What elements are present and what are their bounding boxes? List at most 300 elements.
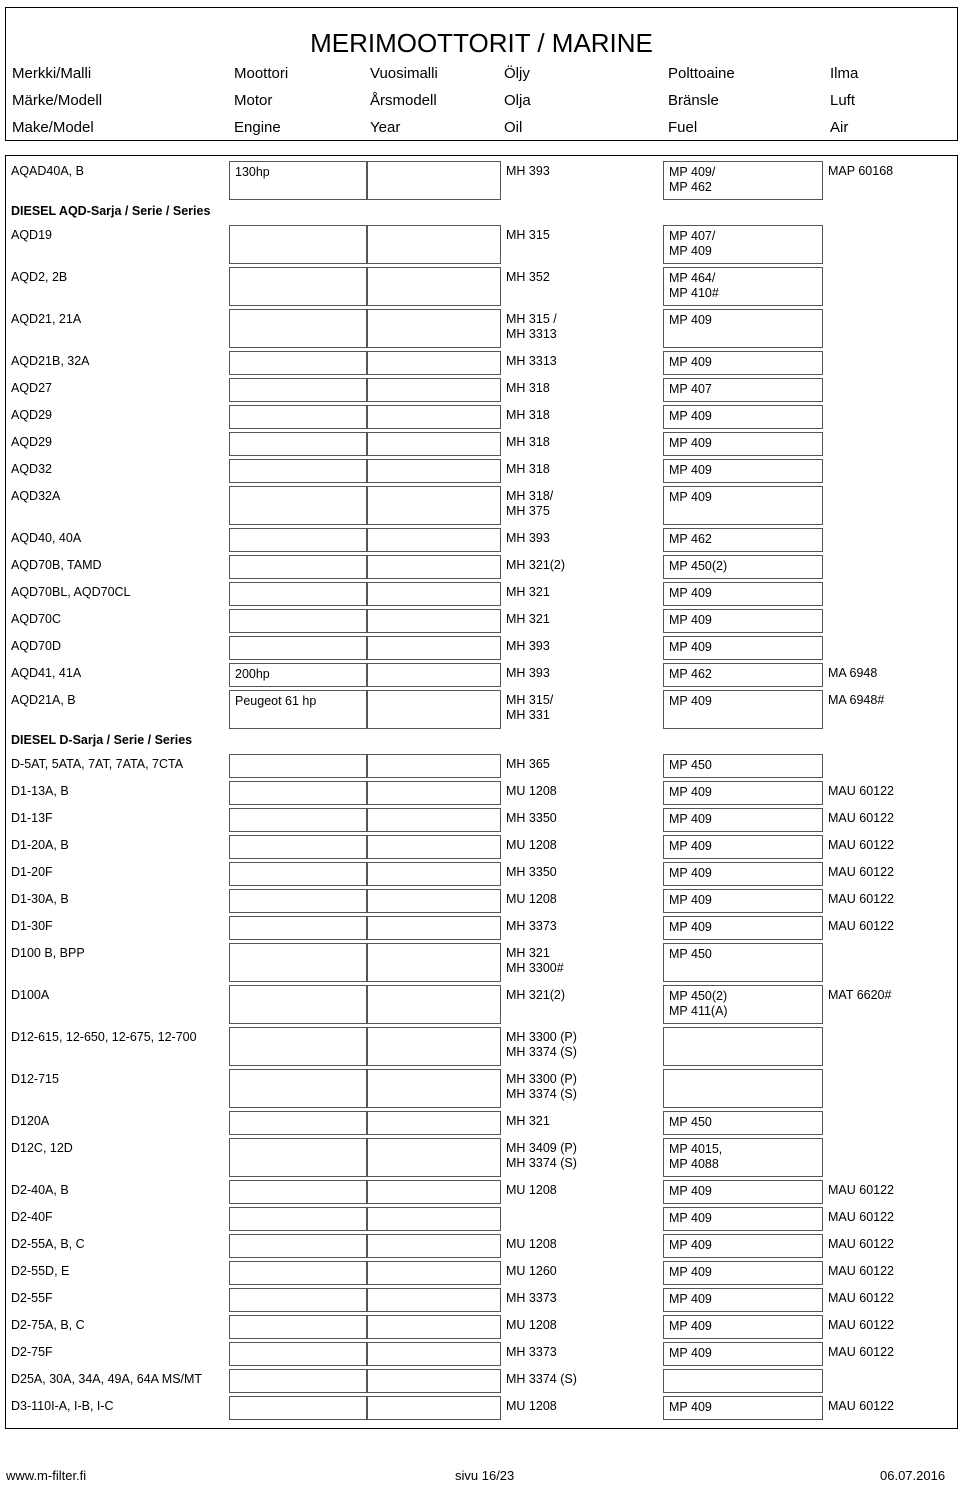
- cell-oil: [501, 808, 663, 832]
- fuel-line: MP 450(2): [669, 559, 728, 573]
- filter-table: [5, 155, 958, 1429]
- cell-air: [823, 1111, 957, 1135]
- cell-year: [367, 943, 501, 982]
- cell-oil: [501, 555, 663, 579]
- oil-line: MH 318: [506, 462, 550, 476]
- cell-air: [823, 267, 957, 306]
- cell-engine: [229, 555, 367, 579]
- header-cell: Bränsle: [668, 92, 719, 109]
- cell-fuel: [663, 351, 823, 375]
- cell-engine: [229, 432, 367, 456]
- table-header: [5, 7, 958, 141]
- fuel-line: MP 409: [669, 613, 712, 627]
- model-text: AQD29: [11, 408, 52, 422]
- cell-fuel: [663, 754, 823, 778]
- model-text: D1-30F: [11, 919, 53, 933]
- cell-fuel: [663, 690, 823, 729]
- fuel-line: MP 409: [669, 785, 712, 799]
- oil-line: MH 318: [506, 381, 550, 395]
- cell-year: [367, 781, 501, 805]
- model-text: AQD40, 40A: [11, 531, 82, 545]
- cell-year: [367, 690, 501, 729]
- model-text: D2-40A, B: [11, 1183, 69, 1197]
- header-cell: Polttoaine: [668, 65, 735, 82]
- cell-fuel: [663, 636, 823, 660]
- fuel-line: MP 409: [669, 839, 712, 853]
- oil-line: MH 321: [506, 946, 550, 960]
- cell-model: [6, 1396, 229, 1420]
- cell-air: [823, 985, 957, 1024]
- table-row: [6, 1369, 957, 1393]
- table-row: [6, 1315, 957, 1339]
- cell-fuel: [663, 161, 823, 200]
- table-row: [6, 378, 957, 402]
- header-row: [6, 60, 957, 87]
- model-text: AQD27: [11, 381, 52, 395]
- model-text: D2-55A, B, C: [11, 1237, 85, 1251]
- oil-line: MH 318: [506, 408, 550, 422]
- oil-line: MH 3350: [506, 811, 557, 825]
- air-text: MAU 60122: [828, 1183, 895, 1197]
- table-row: [6, 916, 957, 940]
- oil-line: MH 375: [506, 504, 550, 518]
- table-row: [6, 835, 957, 859]
- cell-air: [823, 1207, 957, 1231]
- cell-fuel: [663, 582, 823, 606]
- air-text: MAU 60122: [828, 1345, 895, 1359]
- cell-air: [823, 636, 957, 660]
- cell-year: [367, 754, 501, 778]
- oil-line: MH 3313: [506, 354, 557, 368]
- model-text: AQD21B, 32A: [11, 354, 90, 368]
- cell-engine: [229, 835, 367, 859]
- cell-engine: [229, 486, 367, 525]
- oil-line: MH 3374 (S): [506, 1045, 577, 1059]
- cell-fuel: [663, 1288, 823, 1312]
- fuel-line: MP 409: [669, 409, 712, 423]
- oil-line: MU 1208: [506, 1318, 557, 1332]
- section-heading: DIESEL D-Sarja / Serie / Series: [11, 733, 193, 747]
- model-text: D2-40F: [11, 1210, 53, 1224]
- cell-fuel: [663, 486, 823, 525]
- header-cell: Make/Model: [12, 119, 94, 136]
- table-row: [6, 636, 957, 660]
- cell-oil: [501, 1369, 663, 1393]
- cell-air: [823, 663, 957, 687]
- oil-line: MH 3374 (S): [506, 1087, 577, 1101]
- table-row: [6, 1207, 957, 1231]
- fuel-line: MP 409: [669, 640, 712, 654]
- cell-model: [6, 1369, 229, 1393]
- air-text: MAU 60122: [828, 892, 895, 906]
- cell-oil: [501, 862, 663, 886]
- table-row: [6, 663, 957, 687]
- oil-line: MH 321: [506, 1114, 550, 1128]
- cell-oil: [501, 1396, 663, 1420]
- cell-model: [6, 808, 229, 832]
- cell-oil: [501, 1288, 663, 1312]
- cell-engine: [229, 609, 367, 633]
- cell-oil: [501, 351, 663, 375]
- cell-air: [823, 309, 957, 348]
- cell-air: [823, 781, 957, 805]
- cell-air: [823, 1180, 957, 1204]
- oil-line: MH 3300 (P): [506, 1030, 577, 1044]
- table-row: [6, 1027, 957, 1066]
- fuel-line: MP 450: [669, 758, 712, 772]
- cell-year: [367, 862, 501, 886]
- cell-engine: [229, 781, 367, 805]
- cell-air: [823, 835, 957, 859]
- cell-model: [6, 636, 229, 660]
- oil-line: MH 321: [506, 585, 550, 599]
- cell-oil: [501, 161, 663, 200]
- table-row: [6, 754, 957, 778]
- cell-fuel: [663, 609, 823, 633]
- air-text: MAU 60122: [828, 784, 895, 798]
- cell-air: [823, 1027, 957, 1066]
- cell-oil: [501, 1138, 663, 1177]
- cell-air: [823, 378, 957, 402]
- oil-line: MH 3300#: [506, 961, 564, 975]
- header-cell: Ilma: [830, 65, 859, 82]
- fuel-line: MP 4088: [669, 1157, 719, 1171]
- cell-year: [367, 432, 501, 456]
- cell-year: [367, 609, 501, 633]
- cell-fuel: [663, 1234, 823, 1258]
- oil-line: MH 393: [506, 666, 550, 680]
- cell-oil: [501, 459, 663, 483]
- fuel-line: MP 411(A): [669, 1004, 728, 1018]
- cell-model: [6, 754, 229, 778]
- air-text: MAP 60168: [828, 164, 894, 178]
- cell-year: [367, 1027, 501, 1066]
- cell-air: [823, 405, 957, 429]
- cell-engine: [229, 889, 367, 913]
- cell-year: [367, 1111, 501, 1135]
- header-cell: Fuel: [668, 119, 698, 136]
- cell-year: [367, 582, 501, 606]
- table-row: [6, 405, 957, 429]
- cell-model: [6, 690, 229, 729]
- model-text: AQD41, 41A: [11, 666, 82, 680]
- oil-line: MH 321(2): [506, 988, 566, 1002]
- cell-model: [6, 459, 229, 483]
- cell-model: [6, 309, 229, 348]
- page-title: MERIMOOTTORIT / MARINE: [310, 28, 653, 58]
- table-row: [6, 486, 957, 525]
- cell-model: [6, 267, 229, 306]
- table-row: [6, 1261, 957, 1285]
- header-cell: Moottori: [234, 65, 289, 82]
- cell-fuel: [663, 916, 823, 940]
- cell-year: [367, 378, 501, 402]
- cell-model: [6, 486, 229, 525]
- cell-model: [6, 609, 229, 633]
- fuel-line: MP 409: [669, 1211, 712, 1225]
- cell-air: [823, 943, 957, 982]
- table-row: [6, 267, 957, 306]
- fuel-line: MP 409: [669, 812, 712, 826]
- cell-air: [823, 1138, 957, 1177]
- table-row: [6, 459, 957, 483]
- cell-engine: [229, 309, 367, 348]
- cell-year: [367, 1396, 501, 1420]
- table-row: [6, 1111, 957, 1135]
- cell-fuel: [663, 1342, 823, 1366]
- cell-year: [367, 528, 501, 552]
- table-row: [6, 528, 957, 552]
- cell-fuel: [663, 862, 823, 886]
- model-text: AQD70B, TAMD: [11, 558, 102, 572]
- cell-year: [367, 351, 501, 375]
- oil-line: MU 1208: [506, 1237, 557, 1251]
- fuel-line: MP 410#: [669, 286, 719, 300]
- oil-line: MH 3373: [506, 1345, 557, 1359]
- cell-air: [823, 486, 957, 525]
- cell-engine: [229, 690, 367, 729]
- table-row: [6, 781, 957, 805]
- fuel-line: MP 450: [669, 1115, 712, 1129]
- cell-air: [823, 1369, 957, 1393]
- oil-line: MH 315/: [506, 693, 554, 707]
- cell-air: [823, 916, 957, 940]
- cell-oil: [501, 943, 663, 982]
- cell-model: [6, 1027, 229, 1066]
- model-text: D100 B, BPP: [11, 946, 85, 960]
- oil-line: MH 331: [506, 708, 550, 722]
- cell-model: [6, 1069, 229, 1108]
- table-row: [6, 943, 957, 982]
- fuel-line: MP 462: [669, 667, 712, 681]
- oil-line: MU 1260: [506, 1264, 557, 1278]
- oil-line: MH 393: [506, 531, 550, 545]
- cell-model: [6, 405, 229, 429]
- table-row: [6, 1234, 957, 1258]
- cell-oil: [501, 1027, 663, 1066]
- cell-model: [6, 1138, 229, 1177]
- cell-model: [6, 1315, 229, 1339]
- cell-year: [367, 1261, 501, 1285]
- fuel-line: MP 409: [669, 1265, 712, 1279]
- cell-model: [6, 378, 229, 402]
- oil-line: MH 318: [506, 435, 550, 449]
- model-text: D1-13A, B: [11, 784, 69, 798]
- oil-line: MH 315: [506, 228, 550, 242]
- header-cell: Märke/Modell: [12, 92, 103, 109]
- cell-oil: [501, 1069, 663, 1108]
- cell-fuel: [663, 1369, 823, 1393]
- cell-engine: [229, 1138, 367, 1177]
- cell-model: [6, 432, 229, 456]
- fuel-line: MP 409: [669, 1184, 712, 1198]
- engine-text: Peugeot 61 hp: [235, 694, 317, 708]
- model-text: AQD2, 2B: [11, 270, 68, 284]
- cell-model: [6, 582, 229, 606]
- cell-year: [367, 1288, 501, 1312]
- oil-line: MH 365: [506, 757, 550, 771]
- air-text: MAU 60122: [828, 1291, 895, 1305]
- table-row: [6, 582, 957, 606]
- oil-line: MH 3374 (S): [506, 1372, 577, 1386]
- fuel-line: MP 409: [669, 866, 712, 880]
- model-text: D1-20F: [11, 865, 53, 879]
- cell-year: [367, 835, 501, 859]
- table-row: [6, 609, 957, 633]
- oil-line: MH 352: [506, 270, 550, 284]
- cell-fuel: [663, 1396, 823, 1420]
- cell-air: [823, 459, 957, 483]
- table-row: [6, 351, 957, 375]
- cell-oil: [501, 1342, 663, 1366]
- cell-engine: [229, 351, 367, 375]
- model-text: D100A: [11, 988, 50, 1002]
- cell-engine: [229, 636, 367, 660]
- cell-model: [6, 1234, 229, 1258]
- cell-engine: [229, 267, 367, 306]
- table-row: [6, 1180, 957, 1204]
- cell-engine: [229, 1369, 367, 1393]
- fuel-line: MP 462: [669, 532, 712, 546]
- fuel-line: MP 409: [669, 463, 712, 477]
- air-text: MAU 60122: [828, 1210, 895, 1224]
- oil-line: MH 315 /: [506, 312, 557, 326]
- cell-fuel: [663, 459, 823, 483]
- oil-line: MU 1208: [506, 838, 557, 852]
- cell-air: [823, 161, 957, 200]
- cell-fuel: [663, 555, 823, 579]
- table-row: [6, 555, 957, 579]
- cell-model: [6, 1288, 229, 1312]
- cell-model: [6, 862, 229, 886]
- cell-air: [823, 432, 957, 456]
- cell-engine: [229, 161, 367, 200]
- header-cell: Öljy: [504, 65, 530, 82]
- cell-model: [6, 889, 229, 913]
- fuel-line: MP 409/: [669, 165, 716, 179]
- model-text: D-5AT, 5ATA, 7AT, 7ATA, 7CTA: [11, 757, 184, 771]
- cell-model: [6, 161, 229, 200]
- air-text: MAU 60122: [828, 1264, 895, 1278]
- header-cell: Merkki/Malli: [12, 65, 92, 82]
- footer-page-number: sivu 16/23: [455, 1468, 515, 1483]
- cell-oil: [501, 636, 663, 660]
- air-text: MAU 60122: [828, 919, 895, 933]
- cell-fuel: [663, 781, 823, 805]
- cell-year: [367, 1342, 501, 1366]
- cell-engine: [229, 1315, 367, 1339]
- cell-model: [6, 1261, 229, 1285]
- cell-year: [367, 309, 501, 348]
- cell-air: [823, 528, 957, 552]
- cell-oil: [501, 1207, 663, 1231]
- cell-oil: [501, 267, 663, 306]
- cell-air: [823, 1069, 957, 1108]
- model-text: D3-110I-A, I-B, I-C: [11, 1399, 114, 1413]
- cell-oil: [501, 432, 663, 456]
- cell-year: [367, 985, 501, 1024]
- model-text: D1-30A, B: [11, 892, 69, 906]
- cell-fuel: [663, 1111, 823, 1135]
- oil-line: MH 393: [506, 164, 550, 178]
- cell-air: [823, 862, 957, 886]
- model-text: D25A, 30A, 34A, 49A, 64A MS/MT: [11, 1372, 203, 1386]
- cell-air: [823, 808, 957, 832]
- cell-year: [367, 1138, 501, 1177]
- cell-model: [6, 916, 229, 940]
- model-text: AQD70D: [11, 639, 62, 653]
- oil-line: MH 321(2): [506, 558, 566, 572]
- cell-oil: [501, 690, 663, 729]
- model-text: AQD70BL, AQD70CL: [11, 585, 131, 599]
- oil-line: MU 1208: [506, 784, 557, 798]
- cell-engine: [229, 862, 367, 886]
- engine-text: 200hp: [235, 667, 270, 681]
- oil-line: MU 1208: [506, 1183, 557, 1197]
- oil-line: MU 1208: [506, 892, 557, 906]
- fuel-line: MP 409: [669, 244, 712, 258]
- section-heading: DIESEL AQD-Sarja / Serie / Series: [11, 204, 211, 218]
- oil-line: MH 3374 (S): [506, 1156, 577, 1170]
- cell-air: [823, 555, 957, 579]
- cell-air: [823, 690, 957, 729]
- fuel-line: MP 462: [669, 180, 712, 194]
- cell-engine: [229, 916, 367, 940]
- cell-engine: [229, 985, 367, 1024]
- oil-line: MH 3409 (P): [506, 1141, 577, 1155]
- cell-oil: [501, 1180, 663, 1204]
- cell-engine: [229, 1261, 367, 1285]
- cell-fuel: [663, 1261, 823, 1285]
- fuel-line: MP 409: [669, 893, 712, 907]
- model-text: D2-55D, E: [11, 1264, 70, 1278]
- table-row: [6, 1138, 957, 1177]
- footer-website: www.m-filter.fi: [6, 1468, 87, 1483]
- table-row: [6, 1396, 957, 1420]
- cell-oil: [501, 1315, 663, 1339]
- fuel-line: MP 409: [669, 490, 712, 504]
- air-text: MA 6948: [828, 666, 878, 680]
- header-cell: Olja: [504, 92, 531, 109]
- cell-year: [367, 1180, 501, 1204]
- model-text: AQD29: [11, 435, 52, 449]
- cell-fuel: [663, 432, 823, 456]
- model-text: AQAD40A, B: [11, 164, 84, 178]
- cell-year: [367, 1315, 501, 1339]
- model-text: D2-75F: [11, 1345, 53, 1359]
- air-text: MAU 60122: [828, 811, 895, 825]
- cell-oil: [501, 663, 663, 687]
- oil-line: MH 393: [506, 639, 550, 653]
- cell-oil: [501, 1234, 663, 1258]
- fuel-line: MP 409: [669, 436, 712, 450]
- cell-air: [823, 609, 957, 633]
- cell-model: [6, 1180, 229, 1204]
- model-text: D120A: [11, 1114, 50, 1128]
- fuel-line: MP 4015,: [669, 1142, 723, 1156]
- cell-oil: [501, 309, 663, 348]
- cell-engine: [229, 943, 367, 982]
- cell-air: [823, 889, 957, 913]
- cell-fuel: [663, 985, 823, 1024]
- cell-oil: [501, 582, 663, 606]
- table-row: [6, 1342, 957, 1366]
- cell-fuel: [663, 267, 823, 306]
- cell-year: [367, 405, 501, 429]
- cell-fuel: [663, 835, 823, 859]
- header-cell: Oil: [504, 119, 523, 136]
- oil-line: MH 3300 (P): [506, 1072, 577, 1086]
